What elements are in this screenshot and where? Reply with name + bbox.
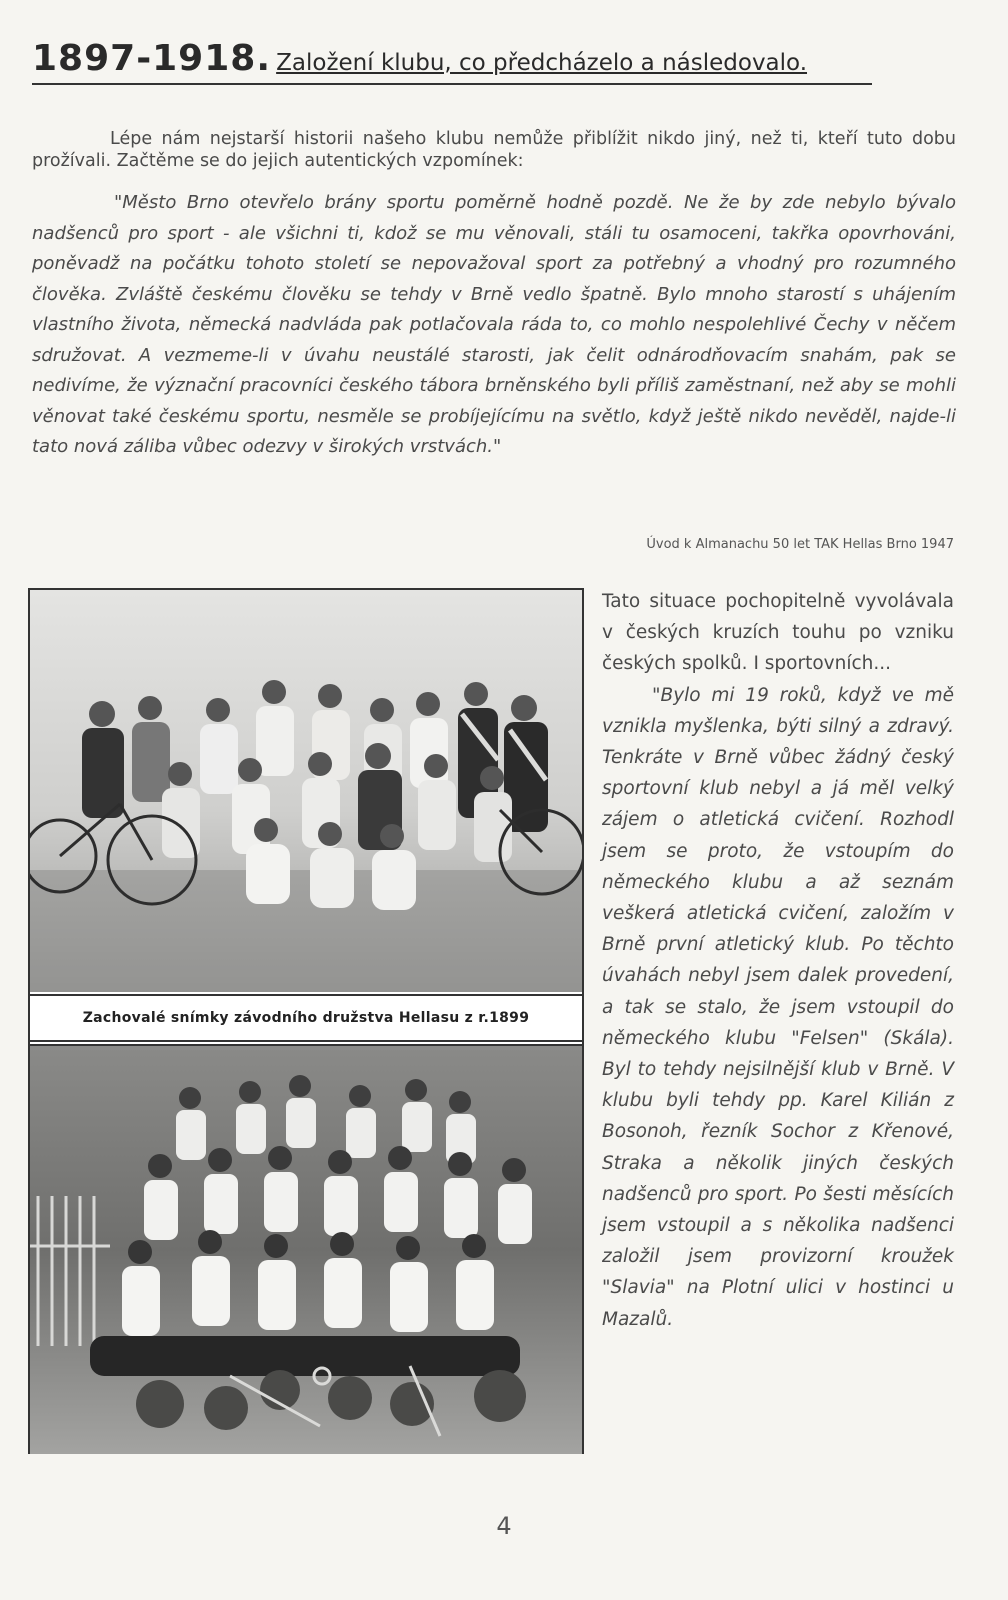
team-photo-2-image bbox=[30, 1046, 582, 1454]
photo-panel bbox=[28, 588, 584, 1454]
memoir-text: "Bylo mi 19 roků, když ve mě vznikla myšlenka, býti silný a zdravý. Tenkráte v Brně vůbec žádný český sportovní klub nebyl a já měl velký zájem o atletická cvičení. Rozhodl jsem se proto, že vstoupím do německého klubu a až seznám veškerá atletická cvičení, založím v Brně první atletický klub. Po těchto úvahách nebyl jsem dalek provedení, a tak se stalo, že jsem vstoupil do německého klubu "Felsen" (Skála). Byl to tehdy nejsilnější klub v Brně. V klubu byli tehdy pp. Karel Kilián z Bosonoh, řezník Sochor z Křenové, Straka a několik jiných českých nadšenců pro sport. Po šesti měsících jsem vstoupil a s několika nadšenci založil jsem provizorní kroužek "Slavia" na Plotní ulici v hostinci u Mazalů. bbox=[602, 684, 954, 1330]
intro-text: Lépe nám nejstarší historii našeho klubu nemůže přiblížit nikdo jiný, než ti, kteří tuto dobu prožívali. Začtěme se do jejich autentických vzpomínek: bbox=[32, 129, 956, 171]
memoir-column bbox=[602, 586, 954, 1335]
almanac-quote: "Město Brno otevřelo brány sportu poměrně hodně pozdě. Ne že by zde nebylo bývalo nadšenců pro sport - ale všichni ti, kdož se mu věnovali, stáli tu osamoceni, takřka opovrhováni, poněvadž na počátku tohoto století se nepovažoval sport za potřebný a vhodný pro rozumného člověka. Zvláště českému člověku se tehdy v Brně vedlo špatně. Bylo mnoho starostí s uhájením vlastního života, německá nadvláda pak potlačovala ráda to, co mohlo nespolehlivé Čechy v něčem sdružovat. A vezmeme-li v úvahu neustálé starosti, jak čelit odnárodňovacím snahám, pak se nedivíme, že význační pracovníci českého tábora brněnského byli příliš zaměstnaní, než aby se mohli věnovat také českému sportu, nesměle se probíjejícímu na světlo, když ještě nikdo nevěděl, najde-li tato nová záliba vůbec odezvy v širokých vrstvách." bbox=[32, 192, 956, 457]
quote-source: Úvod k Almanachu 50 let TAK Hellas Brno 1947 bbox=[646, 537, 954, 552]
heading-years: 1897-1918 bbox=[32, 38, 257, 79]
heading-title: Založení klubu, co předcházelo a následovalo. bbox=[276, 50, 808, 76]
team-photo-1 bbox=[30, 590, 582, 992]
team-photo-1-image bbox=[30, 590, 582, 992]
photo-caption: Zachovalé snímky závodního družstva Hellasu z r.1899 bbox=[30, 994, 582, 1042]
intro-paragraph bbox=[32, 128, 956, 172]
team-photo-2 bbox=[30, 1044, 582, 1454]
heading-separator: . bbox=[256, 38, 272, 79]
page-heading bbox=[32, 38, 872, 85]
narrative-text: Tato situace pochopitelně vyvolávala v českých kruzích touhu po vzniku českých spolků. I sportovních... bbox=[602, 591, 954, 675]
page-number: 4 bbox=[496, 1512, 512, 1540]
